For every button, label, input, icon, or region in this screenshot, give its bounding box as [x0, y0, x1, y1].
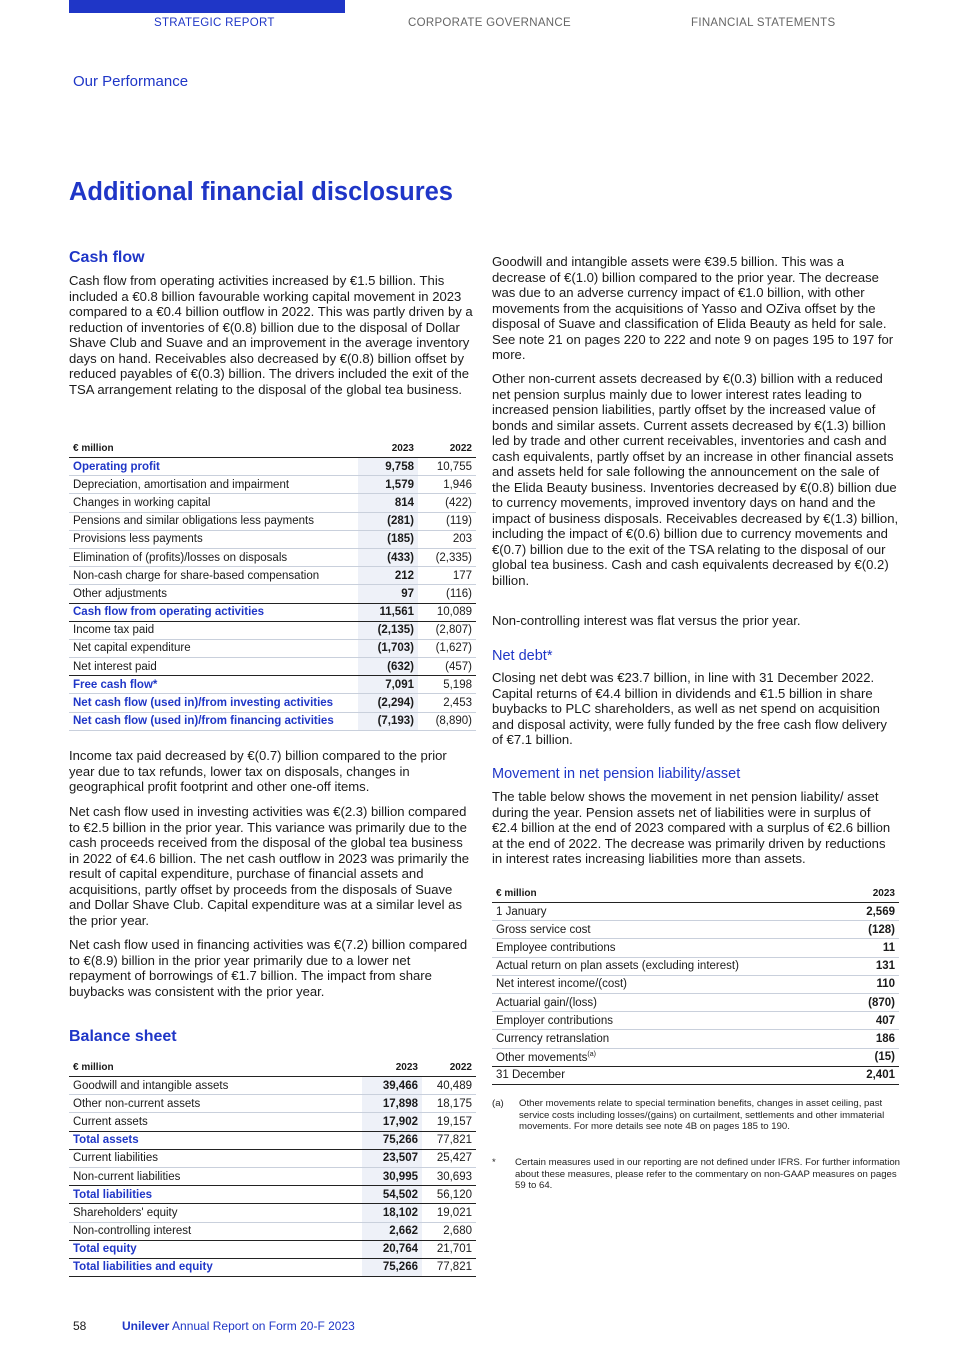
bs-row-2023: 54,502 [362, 1186, 422, 1204]
cf-row-label: Elimination of (profits)/losses on disposals [69, 548, 358, 566]
bs-row-2022: 19,157 [422, 1113, 476, 1131]
cf-row-2023: (185) [358, 530, 418, 548]
cf-row-2023: (632) [358, 658, 418, 676]
cf-row-2023: 9,758 [358, 458, 418, 476]
pen-row-label-cell [492, 1030, 829, 1048]
bs-row-2023: 75,266 [362, 1258, 422, 1276]
cf-row-2023: (281) [358, 512, 418, 530]
cf-row-2023: (2,135) [358, 621, 418, 639]
pen-row-2023: 186 [829, 1030, 899, 1048]
page-number: 58 [73, 1319, 87, 1333]
cf-row [69, 621, 476, 639]
bs-row-label: Total assets [69, 1131, 362, 1149]
cf-row [69, 512, 476, 530]
cf-row-label: Depreciation, amortisation and impairment [69, 476, 358, 494]
page-title: Additional financial disclosures [69, 178, 453, 206]
pen-row-footnote-ref: (a) [587, 1050, 596, 1058]
pen-row-label: 31 December [496, 1069, 566, 1082]
cf-row-2023: 97 [358, 585, 418, 603]
cf-row-2022: 2,453 [418, 694, 476, 712]
bs-row [69, 1186, 476, 1204]
bs-row [69, 1204, 476, 1222]
cf-row-2023: (433) [358, 548, 418, 566]
pen-row-2023: 407 [829, 1012, 899, 1030]
bs-row-2023: 30,995 [362, 1167, 422, 1185]
bs-row-2023: 23,507 [362, 1149, 422, 1167]
nci-paragraph: Non-controlling interest was flat versus the prior year. [492, 613, 801, 628]
cf-row [69, 494, 476, 512]
cf-row-label: Free cash flow* [69, 676, 358, 694]
cf-row-2022: 10,089 [418, 603, 476, 621]
cf-row-2023: 1,579 [358, 476, 418, 494]
pen-row-label: Actuarial gain/(loss) [496, 996, 597, 1009]
pen-row-2023: (870) [829, 993, 899, 1011]
cash-flow-heading: Cash flow [69, 249, 145, 266]
footer-title [122, 1319, 355, 1333]
pension-heading: Movement in net pension liability/asset [492, 766, 741, 782]
pen-row-label: Gross service cost [496, 923, 591, 936]
pension-table [492, 885, 899, 1085]
cf-row-2022: (1,627) [418, 639, 476, 657]
cf-row-label: Other adjustments [69, 585, 358, 603]
bs-col-2023: 2023 [362, 1059, 422, 1077]
cf-row-label: Non-cash charge for share-based compensation [69, 567, 358, 585]
pen-row-label-cell [492, 975, 829, 993]
pension-paragraph: The table below shows the movement in net pension liability/ asset during the year. Pension assets net of liabilities were in surplus of €2.4 billion at the end of 2023 compared with a surplus of €2.6 billion at the end of 2022. The decrease was primarily driven by reductions in interest rates increasing liabilities more than assets. [492, 789, 891, 866]
balance-sheet-table [69, 1059, 476, 1277]
cf-unit-header: € million [69, 440, 358, 458]
bs-row [69, 1077, 476, 1095]
pen-row [492, 957, 899, 975]
investing-paragraph: Net cash flow used in investing activities was €(2.3) billion compared to €2.5 billion in the prior year. This variance was primarily due to the cash proceeds received from the disposal of the global tea business in 2022 of €4.6 billion. The net cash outflow in 2023 was primarily the result of capital expenditure, purchase of financial assets and acquisitions, partly offset by proceeds from the disposals of Suave and Dollar Shave Club. Capital expenditure was at a similar level as the prior year. [69, 804, 470, 928]
note-star-marker: * [492, 1157, 496, 1168]
cf-row [69, 712, 476, 730]
cf-row-2022: (2,807) [418, 621, 476, 639]
cf-row-label: Net capital expenditure [69, 639, 358, 657]
pen-row [492, 1030, 899, 1048]
top-accent-bar [69, 0, 345, 13]
bs-row-label: Non-current liabilities [69, 1167, 362, 1185]
bs-row [69, 1240, 476, 1258]
cf-row-2022: 203 [418, 530, 476, 548]
pen-row-label: Currency retranslation [496, 1032, 610, 1045]
bs-row-label: Current liabilities [69, 1149, 362, 1167]
cf-row-label: Net cash flow (used in)/from financing activities [69, 712, 358, 730]
pen-row-2023: 2,401 [829, 1066, 899, 1084]
pen-row-2023: 11 [829, 939, 899, 957]
bs-row-2023: 17,898 [362, 1095, 422, 1113]
bs-row-2022: 56,120 [422, 1186, 476, 1204]
cf-row-2023: 814 [358, 494, 418, 512]
note-a-marker: (a) [492, 1098, 504, 1109]
pen-row [492, 993, 899, 1011]
cf-row [69, 658, 476, 676]
nav-corporate-governance[interactable]: CORPORATE GOVERNANCE [408, 17, 571, 29]
bs-row [69, 1258, 476, 1276]
cf-row-2023: (1,703) [358, 639, 418, 657]
cf-row-2022: (119) [418, 512, 476, 530]
balance-sheet-heading: Balance sheet [69, 1028, 177, 1045]
bs-row [69, 1113, 476, 1131]
pen-row-label: Other movements [496, 1051, 588, 1064]
pen-row-label: Net interest income/(cost) [496, 978, 628, 991]
pen-row-label-cell [492, 903, 829, 921]
pen-col-2023: 2023 [829, 885, 899, 903]
cf-row [69, 603, 476, 621]
pen-row [492, 939, 899, 957]
cf-col-2022: 2022 [418, 440, 476, 458]
goodwill-paragraph: Goodwill and intangible assets were €39.5 billion. This was a decrease of €(1.0) billion compared to the prior year. The decrease was due to an adverse currency impact of €1.0 billion, with other movements from the acquisitions of Yasso and OZiva offset by the disposal of Suave and classification of Elida Beauty as held for sale. See note 21 on pages 220 to 222 and note 9 on pages 195 to 197 for more. [492, 254, 894, 362]
cf-row-label: Cash flow from operating activities [69, 603, 358, 621]
bs-row [69, 1095, 476, 1113]
other-assets-paragraph: Other non-current assets decreased by €(0.3) billion with a reduced net pension surplus mainly due to lower interest rates leading to increased pension liabilities, partly offset by the increased value of bonds and similar assets. Current assets decreased by €(1.3) billion led by trade and other current receivables, inventories and cash and cash equivalents, partly offset by an increase in other financial assets and assets held for sale following the announcement on the sale of the Elida Beauty business. Inventories decreased by €(0.8) billion due to currency movements, improved inventory days on hand and the impact of business disposals. Receivables decreased by €(1.3) billion, including the impact of €(0.6) billion due to currency movements and €(0.7) billion due to the exit of the TSA relating to the disposal of our global tea business. Cash and cash equivalents decreased by €(0.2) billion. [492, 371, 899, 588]
bs-row-label: Total liabilities and equity [69, 1258, 362, 1276]
pen-row-2023: 131 [829, 957, 899, 975]
pen-row [492, 921, 899, 939]
bs-row-label: Goodwill and intangible assets [69, 1077, 362, 1095]
bs-row-label: Current assets [69, 1113, 362, 1131]
note-a-text: Other movements relate to special termination benefits, changes in asset ceiling, past service costs including losses/(gains) on curtailment, settlements and other immaterial movements. For more details see note 4B on pages 185 to 190. [519, 1098, 885, 1132]
footer-doc: Annual Report on Form 20-F 2023 [172, 1319, 355, 1333]
bs-row-2023: 75,266 [362, 1131, 422, 1149]
pen-unit-header: € million [492, 885, 829, 903]
cf-row-label: Operating profit [69, 458, 358, 476]
cf-col-2023: 2023 [358, 440, 418, 458]
pen-row-label: Employee contributions [496, 941, 616, 954]
bs-row-2022: 40,489 [422, 1077, 476, 1095]
bs-row-2022: 19,021 [422, 1204, 476, 1222]
pen-row-2023: 2,569 [829, 903, 899, 921]
pen-row [492, 903, 899, 921]
cf-row-2023: (7,193) [358, 712, 418, 730]
cf-row-label: Income tax paid [69, 621, 358, 639]
cf-row-2023: 7,091 [358, 676, 418, 694]
section-label: Our Performance [73, 73, 189, 90]
cf-row-2023: 11,561 [358, 603, 418, 621]
bs-row-2022: 77,821 [422, 1131, 476, 1149]
cf-row-2022: (8,890) [418, 712, 476, 730]
bs-row-2022: 21,701 [422, 1240, 476, 1258]
nav-financial-statements[interactable]: FINANCIAL STATEMENTS [691, 17, 836, 29]
cf-row-2022: 177 [418, 567, 476, 585]
pen-row-label: Actual return on plan assets (excluding interest) [496, 960, 739, 973]
cf-row-2022: 10,755 [418, 458, 476, 476]
cf-row-label: Provisions less payments [69, 530, 358, 548]
bs-row-2022: 25,427 [422, 1149, 476, 1167]
cash-flow-intro: Cash flow from operating activities increased by €1.5 billion. This included a €0.8 billion favourable working capital movement in 2023 compared to a €0.4 billion outflow in 2022. This was partly driven by a reduction of inventories of €(0.8) billion due to the disposal of Dollar Shave Club and Suave and an improvement in the average inventory days on hand. Receivables also decreased by €(0.8) billion offset by reduced payables of €(0.3) billion. The drivers included the exit of the TSA arrangement relating to the disposal of the global tea business. [69, 273, 473, 397]
cf-row [69, 530, 476, 548]
cf-row [69, 476, 476, 494]
pen-row [492, 975, 899, 993]
pen-row-2023: 110 [829, 975, 899, 993]
pen-row [492, 1012, 899, 1030]
pen-row-label-cell [492, 1048, 829, 1066]
nav-strategic-report[interactable]: STRATEGIC REPORT [154, 17, 275, 29]
income-tax-paragraph: Income tax paid decreased by €(0.7) billion compared to the prior year due to tax refunds, lower tax on disposals, changes in geographical profit footprint and other one-off items. [69, 748, 447, 794]
cf-row [69, 548, 476, 566]
bs-row-label: Other non-current assets [69, 1095, 362, 1113]
cf-row-2022: (457) [418, 658, 476, 676]
cf-row-2023: 212 [358, 567, 418, 585]
bs-row-2022: 30,693 [422, 1167, 476, 1185]
bs-row [69, 1131, 476, 1149]
pen-row-label-cell [492, 939, 829, 957]
bs-row-label: Total equity [69, 1240, 362, 1258]
bs-row [69, 1149, 476, 1167]
pen-row-label-cell [492, 957, 829, 975]
net-debt-paragraph: Closing net debt was €23.7 billion, in line with 31 December 2022. Capital returns of €4.4 billion in dividends and €1.5 billion in share buybacks to PLC shareholders, as well as net spend on acquisition and disposal activity, were fully funded by the free cash flow delivery of €7.1 billion. [492, 670, 887, 747]
cf-row [69, 567, 476, 585]
bs-row-2022: 2,680 [422, 1222, 476, 1240]
cf-row-label: Net interest paid [69, 658, 358, 676]
cf-row [69, 585, 476, 603]
cf-row-2023: (2,294) [358, 694, 418, 712]
bs-unit-header: € million [69, 1059, 362, 1077]
cf-row-2022: (2,335) [418, 548, 476, 566]
pen-row [492, 1066, 899, 1084]
note-star-text: Certain measures used in our reporting are not defined under IFRS. For further information about these measures, please refer to the commentary on non-GAAP measures on pages 59 to 64. [515, 1157, 901, 1191]
cf-row [69, 458, 476, 476]
pen-row-label: 1 January [496, 905, 547, 918]
cash-flow-table [69, 440, 476, 731]
cf-row [69, 639, 476, 657]
cf-row-2022: (116) [418, 585, 476, 603]
cf-row-2022: (422) [418, 494, 476, 512]
bs-row [69, 1167, 476, 1185]
pen-row-2023: (128) [829, 921, 899, 939]
pen-row-label-cell [492, 921, 829, 939]
cf-row [69, 676, 476, 694]
pen-row-label-cell [492, 1066, 829, 1084]
pen-row-label-cell [492, 993, 829, 1011]
cf-row-label: Net cash flow (used in)/from investing activities [69, 694, 358, 712]
bs-row-2023: 18,102 [362, 1204, 422, 1222]
bs-row [69, 1222, 476, 1240]
bs-row-2022: 18,175 [422, 1095, 476, 1113]
pen-row-2023: (15) [829, 1048, 899, 1066]
net-debt-heading: Net debt* [492, 648, 553, 664]
pen-row-label-cell [492, 1012, 829, 1030]
bs-row-2023: 39,466 [362, 1077, 422, 1095]
bs-row-label: Shareholders' equity [69, 1204, 362, 1222]
bs-row-2023: 20,764 [362, 1240, 422, 1258]
financing-paragraph: Net cash flow used in financing activities was €(7.2) billion compared to €(8.9) billion in the prior year primarily due to a lower net repayment of borrowings of €1.7 billion. The impact from share buybacks was consistent with the prior year. [69, 937, 468, 999]
bs-row-label: Total liabilities [69, 1186, 362, 1204]
footer-brand: Unilever [122, 1319, 170, 1333]
bs-row-2022: 77,821 [422, 1258, 476, 1276]
cf-row-label: Changes in working capital [69, 494, 358, 512]
pen-row-label: Employer contributions [496, 1014, 613, 1027]
cf-row-2022: 1,946 [418, 476, 476, 494]
bs-row-label: Non-controlling interest [69, 1222, 362, 1240]
bs-row-2023: 2,662 [362, 1222, 422, 1240]
cf-row-label: Pensions and similar obligations less payments [69, 512, 358, 530]
bs-col-2022: 2022 [422, 1059, 476, 1077]
pen-row [492, 1048, 899, 1066]
bs-row-2023: 17,902 [362, 1113, 422, 1131]
cf-row-2022: 5,198 [418, 676, 476, 694]
cf-row [69, 694, 476, 712]
